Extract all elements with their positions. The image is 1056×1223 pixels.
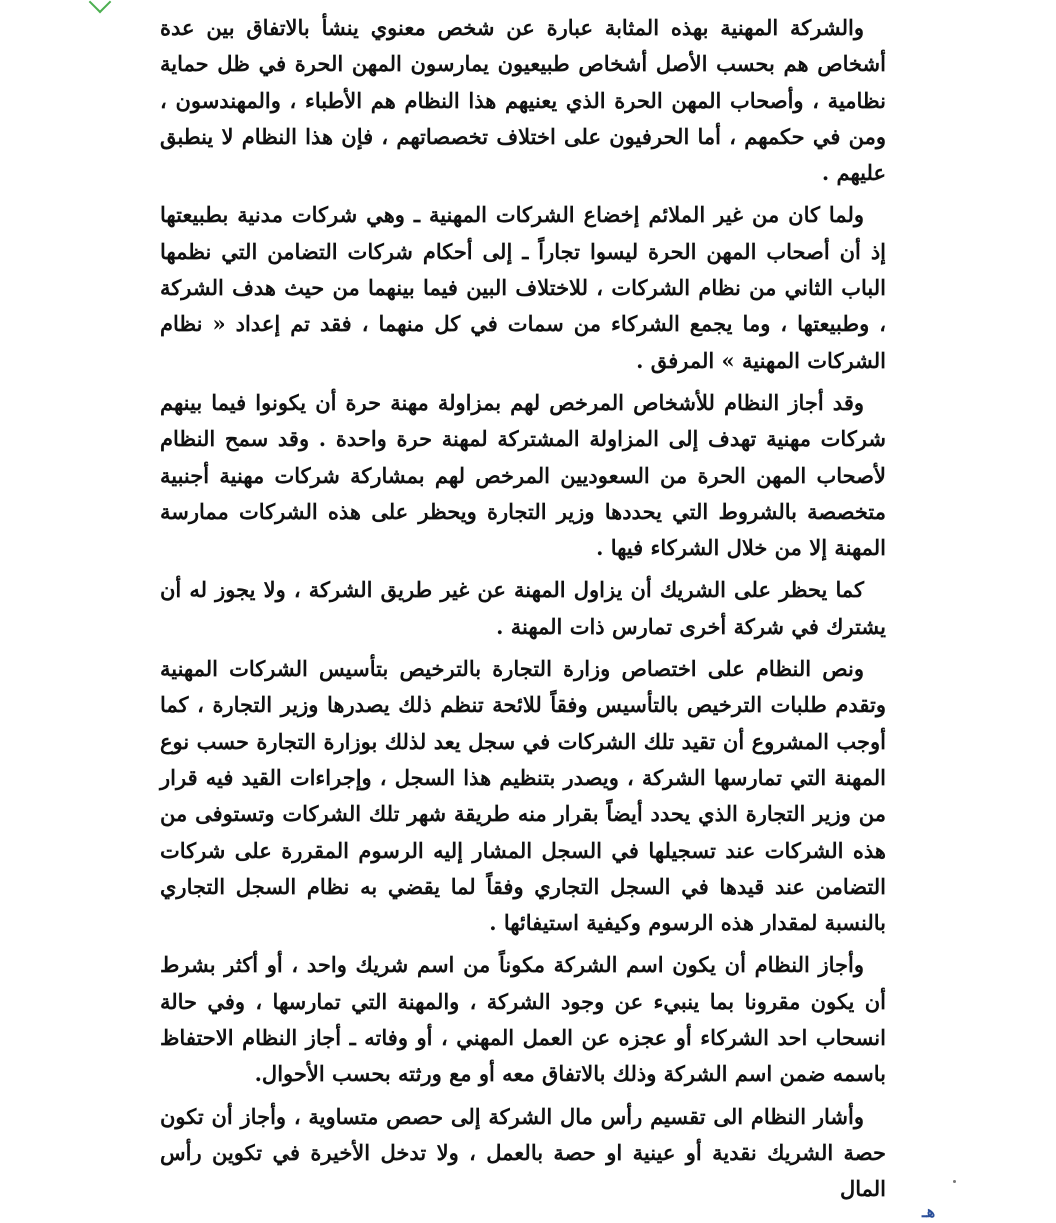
paragraph-3: وقد أجاز النظام للأشخاص المرخص لهم بمزاولة مهنة حرة أن يكونوا فيما بينهم شركات مهنية تهدف إلى المزاولة المشتركة لمهنة حرة واحدة . وقد سمح النظام لأصحاب المهن الحرة من السعوديين المرخص لهم بمشاركة شركات مهنية أجنبية متخصصة بالشروط التي يحددها وزير التجارة ويحظر على هذه الشركات ممارسة المهنة إلا من خلال الشركاء فيها .	[160, 389, 886, 561]
paragraph-4: كما يحظر على الشريك أن يزاول المهنة عن غير طريق الشركة ، ولا يجوز له أن يشترك في شركة أخرى تمارس ذات المهنة .	[160, 577, 886, 639]
corner-check-mark	[89, 0, 112, 13]
paragraph-1: والشركة المهنية بهذه المثابة عبارة عن شخص معنوي ينشأ بالاتفاق بين عدة أشخاص هم بحسب الأصل أشخاص طبيعيون يمارسون المهن الحرة في ظل حماية نظامية ، وأصحاب المهن الحرة الذي يعنيهم هذا النظام هم الأطباء ، والمهندسون ، ومن في حكمهم ، أما الحرفيون على اختلاف تخصصاتهم ، فإن هذا النظام لا ينطبق عليهم .	[160, 15, 886, 186]
paragraph-7: وأشار النظام الى تقسيم رأس مال الشركة إلى حصص متساوية ، وأجاز أن تكون حصة الشريك نقدية أو عينية او حصة بالعمل ، ولا تدخل الأخيرة في تكوين رأس المال	[160, 1103, 886, 1202]
document-body	[160, 10, 886, 1214]
page-number: هـ	[922, 1202, 936, 1221]
paragraph-2: ولما كان من غير الملائم إخضاع الشركات المهنية ـ وهي شركات مدنية بطبيعتها إذ أن أصحاب المهن الحرة ليسوا تجاراً ـ إلى أحكام شركات التضامن التي نظمها الباب الثاني من نظام الشركات ، للاختلاف البين فيما بينهما من حيث هدف الشركة ، وطبيعتها ، وما يجمع الشركاء من سمات في كل منهما ، فقد تم إعداد « نظام الشركات المهنية » المرفق .	[160, 202, 886, 373]
paragraph-6: وأجاز النظام أن يكون اسم الشركة مكوناً من اسم شريك واحد ، أو أكثر بشرط أن يكون مقرونا بما ينبيء عن وجود الشركة ، والمهنة التي تمارسها ، وفي حالة انسحاب احد الشركاء أو عجزه عن العمل المهني ، أو وفاته ـ أجاز النظام الاحتفاظ باسمه ضمن اسم الشركة وذلك بالاتفاق معه أو مع ورثته بحسب الأحوال.	[160, 952, 886, 1087]
scan-dot	[953, 1180, 956, 1183]
paragraph-5: ونص النظام على اختصاص وزارة التجارة بالترخيص بتأسيس الشركات المهنية وتقدم طلبات الترخيص بالتأسيس وفقاً للائحة تنظم ذلك يصدرها وزير التجارة ، كما أوجب المشروع أن تقيد تلك الشركات في سجل يعد لذلك بوزارة التجارة حسب نوع المهنة التي تمارسها الشركة ، ويصدر بتنظيم هذا السجل ، وإجراءات القيد فيه قرار من وزير التجارة الذي يحدد أيضاً بقرار منه طريقة شهر تلك الشركات وتستوفى من هذه الشركات عند تسجيلها في السجل المشار إليه الرسوم المقررة على شركات التضامن عند قيدها في السجل التجاري وفقاً لما يقضي به نظام السجل التجاري بالنسبة لمقدار هذه الرسوم وكيفية استيفائها .	[160, 656, 886, 936]
